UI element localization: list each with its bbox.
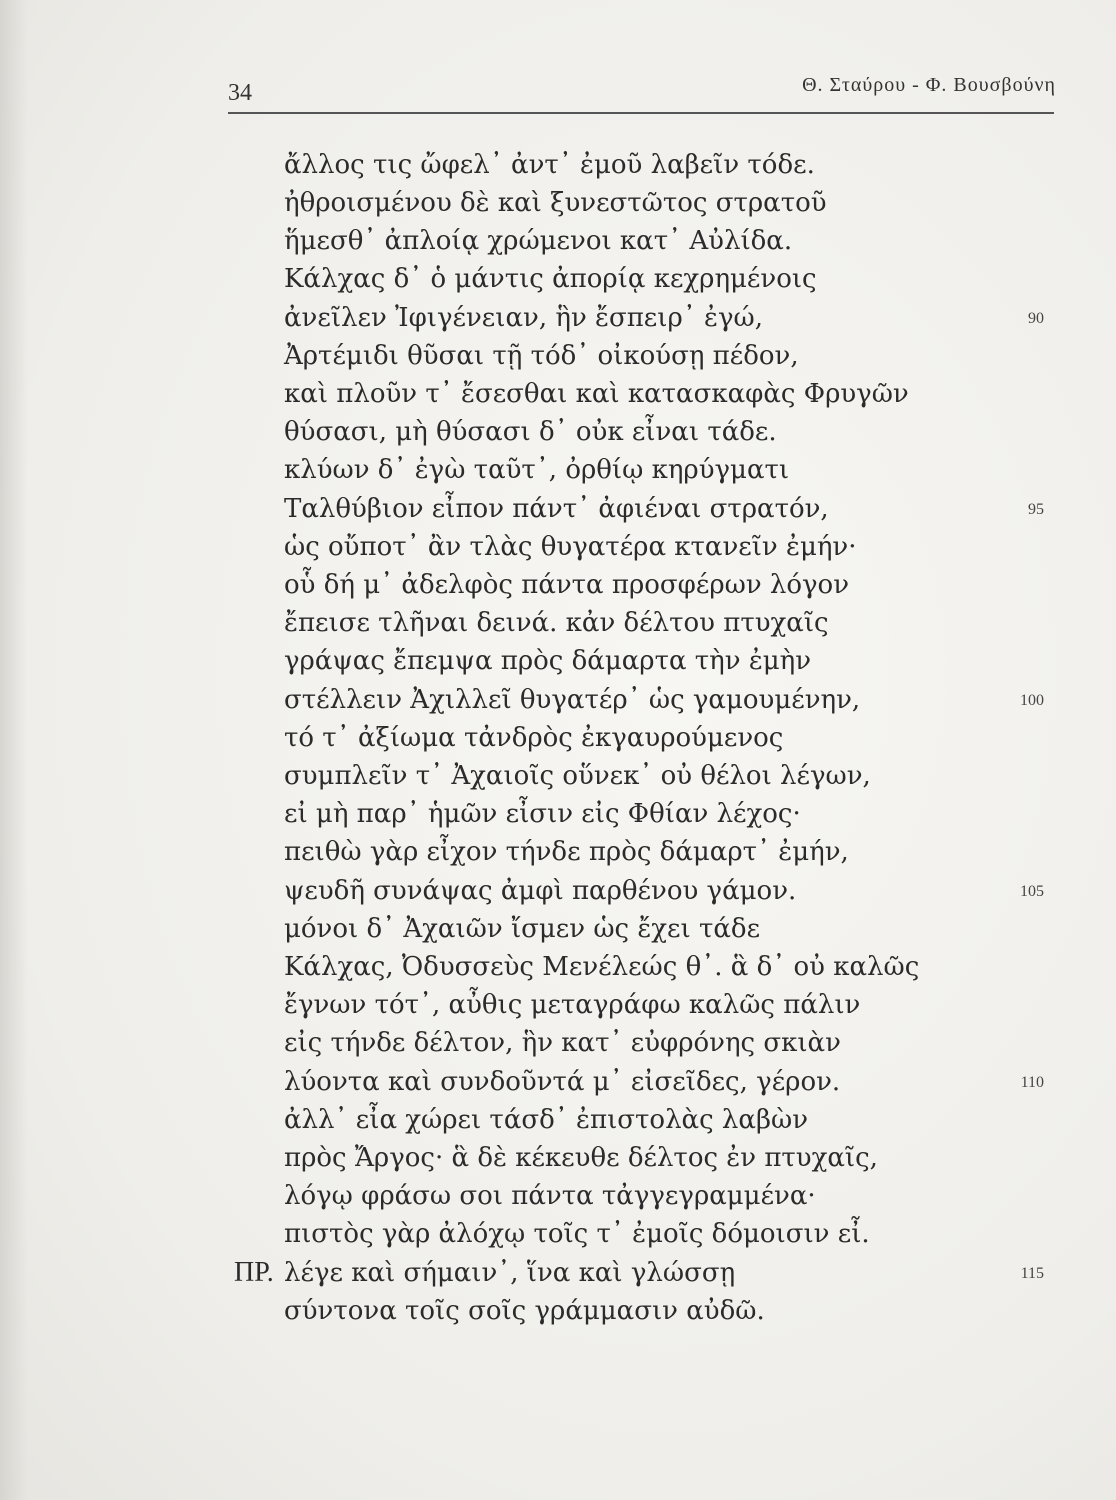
- verse-line: Ταλθύβιον εἶπον πάντ᾽ ἀφιέναι στρατόν,: [284, 494, 829, 524]
- verse-line: Ἀρτέμιδι θῦσαι τῇ τόδ᾽ οἰκούσῃ πέδον,: [284, 341, 799, 371]
- verse-line: Κάλχας, Ὀδυσσεὺς Μενέλεώς θ᾽. ἃ δ᾽ οὐ καλῶς: [284, 952, 920, 982]
- verse-line: Κάλχας δ᾽ ὁ μάντις ἀπορίᾳ κεχρημένοις: [284, 264, 817, 294]
- line-number: 90: [1028, 310, 1044, 327]
- verse-line: ὡς οὔποτ᾽ ἂν τλὰς θυγατέρα κτανεῖν ἐμήν·: [284, 532, 857, 562]
- verse-line: συμπλεῖν τ᾽ Ἀχαιοῖς οὕνεκ᾽ οὐ θέλοι λέγων,: [284, 761, 871, 791]
- verse-line: καὶ πλοῦν τ᾽ ἔσεσθαι καὶ κατασκαφὰς Φρυγῶν: [284, 379, 909, 409]
- page-number: 34: [228, 80, 252, 106]
- verse-line: πιστὸς γὰρ ἀλόχῳ τοῖς τ᾽ ἐμοῖς δόμοισιν εἶ.: [284, 1219, 870, 1249]
- line-number: 105: [1020, 883, 1044, 900]
- verse-line: οὗ δή μ᾽ ἀδελφὸς πάντα προσφέρων λόγον: [284, 570, 850, 600]
- verse-line: ἄλλος τις ὤφελ᾽ ἀντ᾽ ἐμοῦ λαβεῖν τόδε.: [284, 150, 815, 180]
- verse-line: ἀλλ᾽ εἶα χώρει τάσδ᾽ ἐπιστολὰς λαβὼν: [284, 1105, 808, 1135]
- line-number: 100: [1020, 692, 1044, 709]
- verse-line: γράψας ἔπεμψα πρὸς δάμαρτα τὴν ἐμὴν: [284, 646, 812, 676]
- verse-line: μόνοι δ᾽ Ἀχαιῶν ἴσμεν ὡς ἔχει τάδε: [284, 914, 761, 944]
- verse-line: τό τ᾽ ἀξίωμα τἀνδρὸς ἐκγαυρούμενος: [284, 723, 784, 753]
- verse-line: πειθὼ γὰρ εἶχον τήνδε πρὸς δάμαρτ᾽ ἐμήν,: [284, 837, 849, 867]
- line-number: 110: [1020, 1074, 1044, 1091]
- verse-line: ἀνεῖλεν Ἰφιγένειαν, ἣν ἔσπειρ᾽ ἐγώ,: [284, 303, 763, 333]
- verse-line: πρὸς Ἄργος· ἃ δὲ κέκευθε δέλτος ἐν πτυχαῖς,: [284, 1143, 878, 1173]
- verse-line: θύσασι, μὴ θύσασι δ᾽ οὐκ εἶναι τάδε.: [284, 417, 777, 447]
- running-head: Θ. Σταύρου - Φ. Βουσβούνη: [802, 74, 1056, 96]
- verse-line: ἥμεσθ᾽ ἀπλοίᾳ χρώμενοι κατ᾽ Αὐλίδα.: [284, 226, 793, 256]
- verse-line: εἰς τήνδε δέλτον, ἣν κατ᾽ εὐφρόνης σκιὰν: [284, 1028, 841, 1058]
- speaker-label: ΠΡ.: [234, 1257, 274, 1288]
- verse-line: ψευδῆ συνάψας ἀμφὶ παρθένου γάμον.: [284, 876, 797, 906]
- verse-line: ἠθροισμένου δὲ καὶ ξυνεστῶτος στρατοῦ: [284, 188, 827, 218]
- line-number: 95: [1028, 501, 1044, 518]
- line-number: 115: [1020, 1265, 1044, 1282]
- verse-line: ἔπεισε τλῆναι δεινά. κἀν δέλτου πτυχαῖς: [284, 608, 829, 638]
- verse-line: λόγῳ φράσω σοι πάντα τἀγγεγραμμένα·: [284, 1181, 816, 1211]
- verse-line: σύντονα τοῖς σοῖς γράμμασιν αὐδῶ.: [284, 1296, 765, 1326]
- verse-line: στέλλειν Ἀχιλλεῖ θυγατέρ᾽ ὡς γαμουμένην,: [284, 685, 861, 715]
- verse-line: λύοντα καὶ συνδοῦντά μ᾽ εἰσεῖδες, γέρον.: [284, 1067, 841, 1097]
- verse-line: κλύων δ᾽ ἐγὼ ταῦτ᾽, ὀρθίῳ κηρύγματι: [284, 455, 790, 485]
- verse-line: ἔγνων τότ᾽, αὖθις μεταγράφω καλῶς πάλιν: [284, 990, 861, 1020]
- verse-line: εἰ μὴ παρ᾽ ἡμῶν εἶσιν εἰς Φθίαν λέχος·: [284, 799, 801, 829]
- verse-line: λέγε καὶ σήμαιν᾽, ἵνα καὶ γλώσσῃ: [284, 1258, 736, 1288]
